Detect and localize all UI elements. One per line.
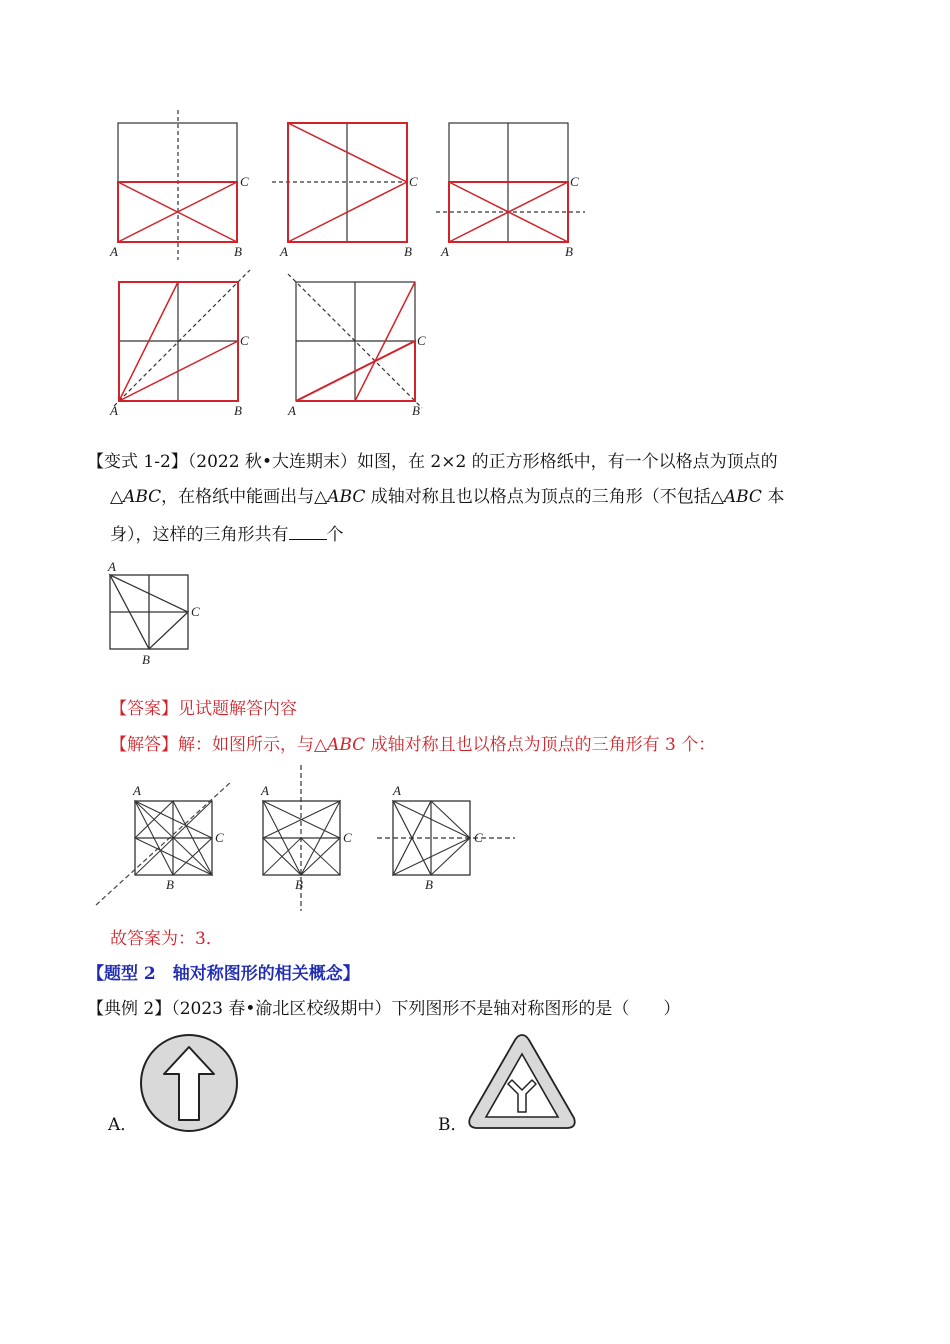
label-b: B [166, 877, 174, 892]
label-b: B [234, 244, 242, 259]
example-source: （2023 春•渝北区校级期中） [171, 999, 392, 1019]
label-a: A [288, 403, 296, 418]
label-a: A [110, 244, 118, 259]
option-b-sign[interactable] [466, 1032, 578, 1132]
example-tag: 【典例 2】 [87, 999, 172, 1019]
answer-blank[interactable] [289, 519, 327, 540]
label-a: A [108, 559, 116, 574]
option-b-label[interactable]: B． [438, 1115, 468, 1135]
answer-text: 见试题解答内容 [178, 699, 297, 719]
variant-text-5: 身），这样的三角形共有 [110, 525, 289, 545]
section-title: 【题型 2 轴对称图形的相关概念】 [87, 964, 360, 984]
label-b: B [234, 403, 242, 418]
label-a: A [441, 244, 449, 259]
label-b: B [412, 403, 420, 418]
top-figures [100, 110, 600, 430]
option-a-sign[interactable] [138, 1032, 240, 1134]
abc: ABC [723, 487, 762, 507]
fig-1 [109, 110, 249, 260]
example-question: 下列图形不是轴对称图形的是（ ） [391, 999, 681, 1019]
solution-fig-1 [96, 781, 232, 905]
solution-line [110, 728, 715, 762]
label-b: B [142, 652, 150, 667]
variant-text-6: 个 [326, 525, 344, 545]
variant-line-3 [110, 518, 344, 552]
triangle-symbol: △ [110, 487, 124, 507]
answer-label: 【答案】 [110, 699, 178, 719]
abc: ABC [327, 487, 366, 507]
label-c: C [240, 333, 249, 348]
label-c: C [191, 604, 200, 619]
variant-text-3: 成轴对称且也以格点为顶点的三角形（不包括△ [365, 487, 724, 507]
variant-text-2: ，在格纸中能画出与△ [161, 487, 328, 507]
label-b: B [425, 877, 433, 892]
fig-4 [109, 270, 250, 418]
label-a: A [393, 783, 401, 798]
solution-fig-2 [260, 765, 352, 911]
option-a-label[interactable]: A． [108, 1115, 138, 1135]
abc: ABC [327, 735, 366, 755]
fig-3 [436, 123, 585, 259]
label-b: B [565, 244, 573, 259]
solution-label: 【解答】 [110, 735, 178, 755]
label-a: A [280, 244, 288, 259]
label-b: B [404, 244, 412, 259]
label-a: A [110, 403, 118, 418]
question-figure [100, 558, 215, 673]
label-a: A [261, 783, 269, 798]
variant-line-1 [87, 445, 778, 479]
label-b: B [295, 877, 303, 892]
variant-source: （2022 秋•大连期末） [187, 452, 357, 472]
variant-text-4: 本 [761, 487, 785, 507]
example-line [87, 992, 680, 1026]
fig-2 [272, 123, 418, 259]
fig-5 [287, 274, 426, 418]
answer-line [110, 692, 297, 726]
solution-text-b: 成轴对称且也以格点为顶点的三角形有 3 个： [365, 735, 716, 755]
solution-figures [90, 765, 530, 915]
conclusion: 故答案为：3． [110, 929, 223, 949]
variant-tag: 【变式 1-2】 [87, 452, 188, 472]
variant-text-1: 如图，在 2×2 的正方形格纸中，有一个以格点为顶点的 [356, 452, 778, 472]
label-c: C [240, 174, 249, 189]
solution-text-a: 解：如图所示，与△ [178, 735, 328, 755]
label-c: C [417, 333, 426, 348]
label-c: C [215, 830, 224, 845]
label-c: C [343, 830, 352, 845]
label-a: A [133, 783, 141, 798]
variant-line-2 [110, 480, 784, 514]
abc: ABC [123, 487, 162, 507]
solution-fig-3 [377, 783, 515, 892]
label-c: C [409, 174, 418, 189]
label-c: C [474, 830, 483, 845]
label-c: C [570, 174, 579, 189]
